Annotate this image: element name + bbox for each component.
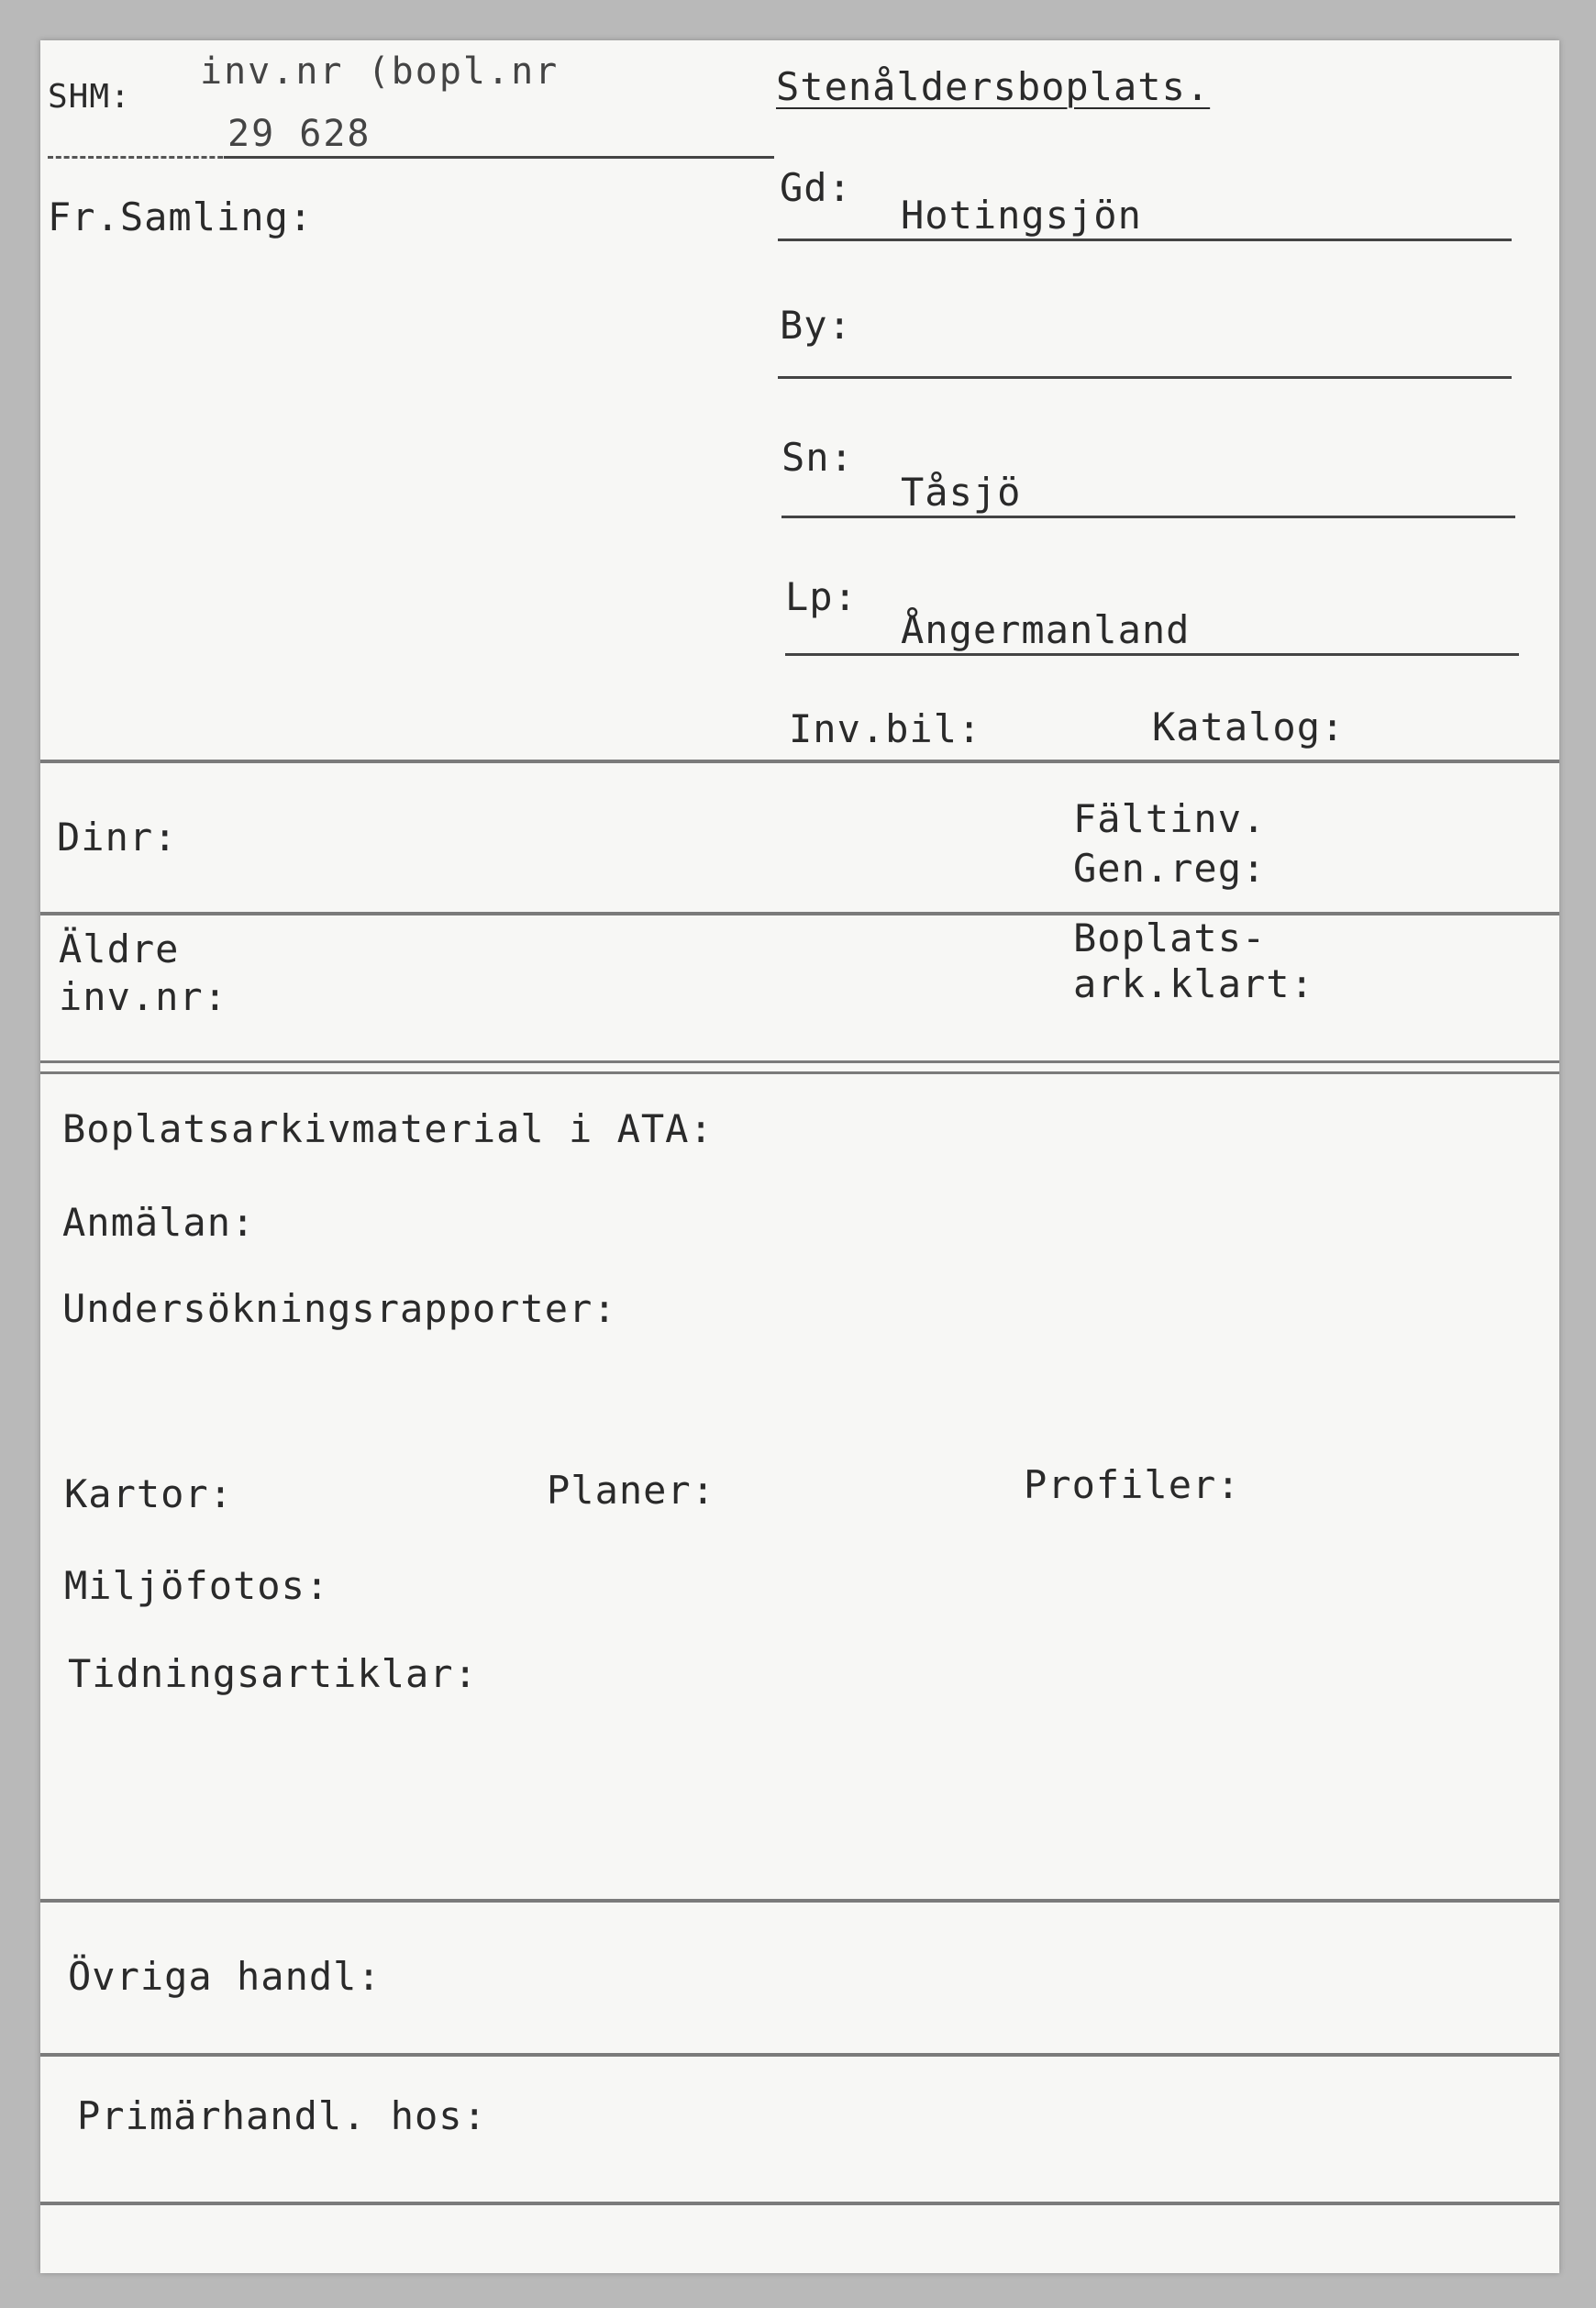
undersokning-label: Undersökningsrapporter:: [62, 1286, 617, 1331]
kartor-label: Kartor:: [64, 1471, 234, 1516]
tidningsartiklar-label: Tidningsartiklar:: [68, 1651, 478, 1696]
profiler-label: Profiler:: [1024, 1462, 1241, 1507]
gd-rule: [778, 239, 1512, 241]
lp-label: Lp:: [785, 574, 858, 619]
ark-klart-label: ark.klart:: [1073, 961, 1314, 1006]
fr-samling-label: Fr.Samling:: [48, 194, 314, 239]
planer-label: Planer:: [547, 1468, 716, 1513]
archive-heading: Boplatsarkivmaterial i ATA:: [62, 1106, 714, 1151]
faltinv-label: Fältinv.: [1073, 796, 1267, 841]
section-divider: [40, 1071, 1559, 1074]
shm-label: SHM:: [48, 78, 131, 116]
aldre-label: Äldre: [59, 927, 180, 971]
by-rule: [778, 376, 1512, 379]
katalog-label: Katalog:: [1152, 705, 1346, 749]
gd-label: Gd:: [780, 165, 852, 210]
section-divider: [40, 760, 1559, 763]
inv-number: 29 628: [227, 113, 371, 155]
sn-rule: [781, 516, 1515, 518]
section-divider: [40, 1060, 1559, 1063]
ovriga-label: Övriga handl:: [68, 1954, 382, 1999]
lp-value: Ångermanland: [901, 607, 1191, 652]
anmalan-label: Anmälan:: [62, 1200, 256, 1245]
inv-line: inv.nr (bopl.nr: [200, 50, 560, 93]
by-label: By:: [780, 303, 852, 348]
dinr-label: Dinr:: [57, 815, 178, 860]
index-card: [40, 40, 1559, 2273]
inv-bil-label: Inv.bil:: [789, 706, 982, 751]
section-divider: [40, 2053, 1559, 2057]
boplats-label: Boplats-: [1073, 915, 1267, 960]
primar-label: Primärhandl. hos:: [77, 2093, 487, 2138]
section-divider: [40, 912, 1559, 915]
miljofotos-label: Miljöfotos:: [64, 1563, 330, 1608]
site-type: Stenåldersboplats.: [776, 64, 1211, 109]
dashed-rule: [48, 156, 231, 159]
genreg-label: Gen.reg:: [1073, 846, 1267, 891]
gd-value: Hotingsjön: [901, 193, 1142, 238]
lp-rule: [785, 653, 1519, 656]
section-divider: [40, 1899, 1559, 1903]
sn-label: Sn:: [781, 435, 854, 480]
sn-value: Tåsjö: [901, 470, 1022, 515]
section-divider: [40, 2202, 1559, 2205]
header-rule: [224, 156, 774, 159]
aldre-inv-label: inv.nr:: [59, 974, 228, 1019]
